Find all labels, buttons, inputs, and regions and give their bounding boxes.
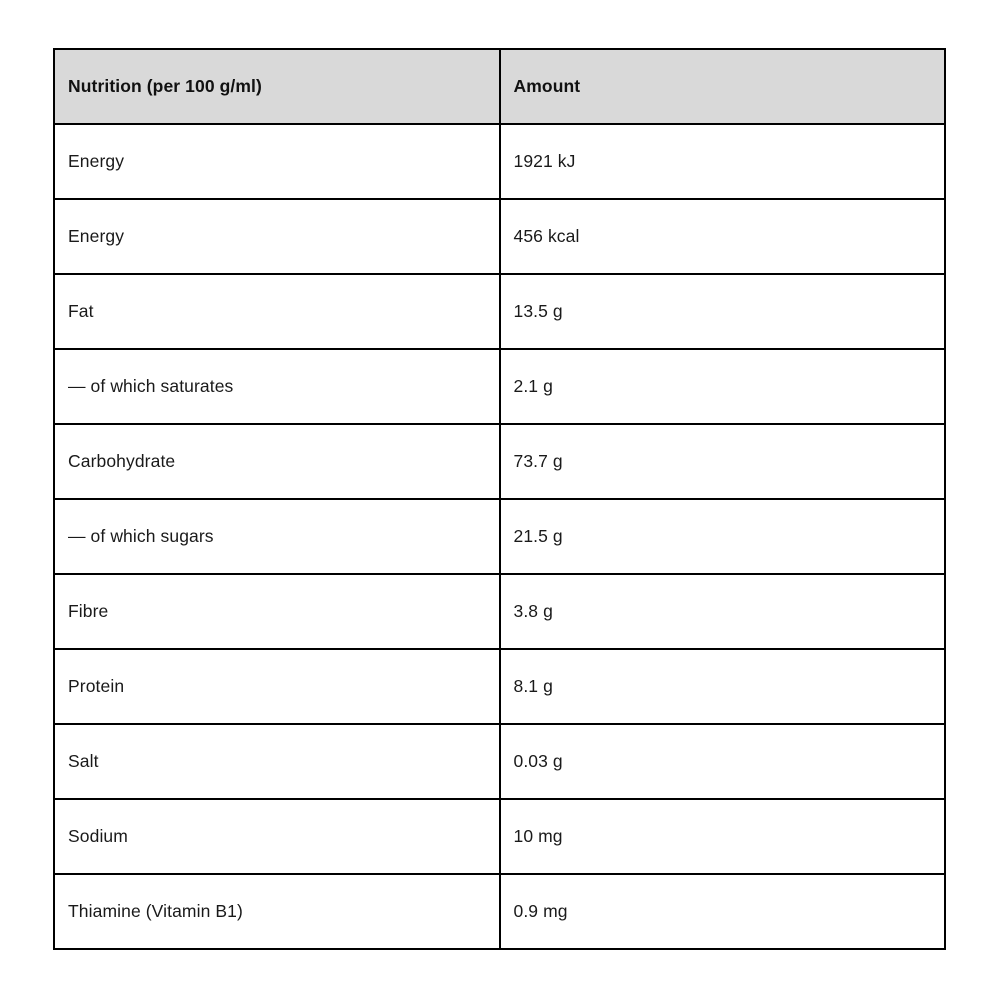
table-row: [54, 349, 945, 424]
amount-value-cell: 3.8 g: [500, 574, 946, 649]
table-row: [54, 124, 945, 199]
nutrient-label-cell: Thiamine (Vitamin B1): [54, 874, 500, 949]
nutrition-table: [53, 48, 946, 950]
table-row: [54, 799, 945, 874]
nutrient-label-cell: Energy: [54, 199, 500, 274]
amount-value-cell: 10 mg: [500, 799, 946, 874]
amount-value-cell: 21.5 g: [500, 499, 946, 574]
table-row: [54, 274, 945, 349]
nutrient-label-cell: Carbohydrate: [54, 424, 500, 499]
table-row: [54, 574, 945, 649]
header-row: [54, 49, 945, 124]
amount-value-cell: 2.1 g: [500, 349, 946, 424]
amount-value-cell: 0.9 mg: [500, 874, 946, 949]
table-body: [54, 124, 945, 949]
table-row: [54, 724, 945, 799]
nutrient-label-cell: Fibre: [54, 574, 500, 649]
nutrient-label-cell: — of which sugars: [54, 499, 500, 574]
amount-value-cell: 13.5 g: [500, 274, 946, 349]
table-header: [54, 49, 945, 124]
table-row: [54, 424, 945, 499]
amount-value-cell: 456 kcal: [500, 199, 946, 274]
table-row: [54, 874, 945, 949]
amount-value-cell: 73.7 g: [500, 424, 946, 499]
table-row: [54, 499, 945, 574]
nutrient-label-cell: Fat: [54, 274, 500, 349]
column-header-amount: Amount: [500, 49, 946, 124]
table-row: [54, 649, 945, 724]
amount-value-cell: 1921 kJ: [500, 124, 946, 199]
nutrient-label-cell: — of which saturates: [54, 349, 500, 424]
nutrient-label-cell: Protein: [54, 649, 500, 724]
amount-value-cell: 0.03 g: [500, 724, 946, 799]
column-header-nutrition: Nutrition (per 100 g/ml): [54, 49, 500, 124]
table-row: [54, 199, 945, 274]
nutrient-label-cell: Energy: [54, 124, 500, 199]
nutrient-label-cell: Salt: [54, 724, 500, 799]
amount-value-cell: 8.1 g: [500, 649, 946, 724]
nutrient-label-cell: Sodium: [54, 799, 500, 874]
